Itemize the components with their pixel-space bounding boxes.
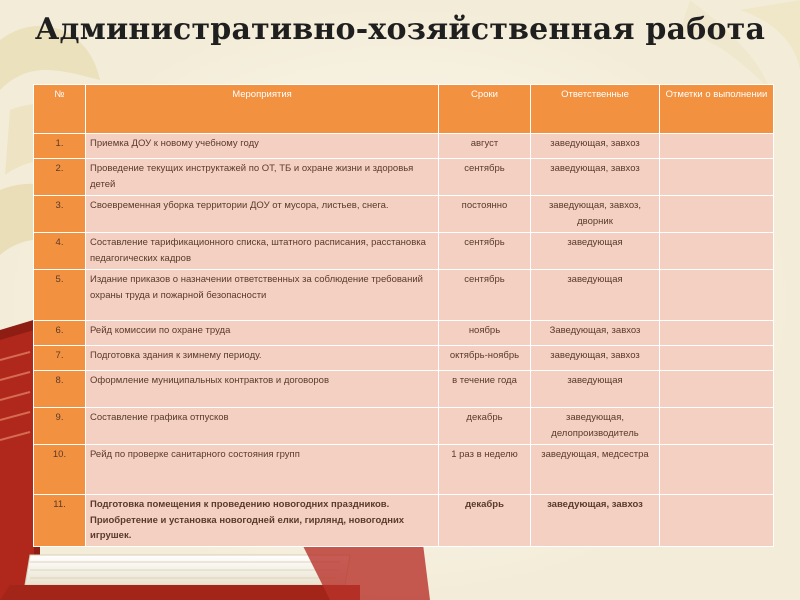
- row-event: Составление графика отпусков: [86, 408, 439, 445]
- row-number: 10.: [34, 445, 86, 495]
- row-number: 11.: [34, 495, 86, 547]
- row-event: Оформление муниципальных контрактов и договоров: [86, 371, 439, 408]
- row-number: 4.: [34, 233, 86, 270]
- table-row: [34, 408, 774, 445]
- row-responsible: заведующая, завхоз, дворник: [531, 196, 660, 233]
- row-term: ноябрь: [439, 321, 531, 346]
- row-responsible: заведующая, завхоз: [531, 495, 660, 547]
- table-row: [34, 159, 774, 196]
- row-event: Рейд по проверке санитарного состояния групп: [86, 445, 439, 495]
- row-event: Проведение текущих инструктажей по ОТ, ТБ и охране жизни и здоровья детей: [86, 159, 439, 196]
- row-completion-mark: [660, 346, 774, 371]
- work-plan-table: [33, 84, 774, 547]
- row-term: постоянно: [439, 196, 531, 233]
- row-event: Подготовка здания к зимнему периоду.: [86, 346, 439, 371]
- header-completion-mark: Отметки о выполнении: [660, 85, 774, 134]
- row-term: декабрь: [439, 408, 531, 445]
- table-header-row: [34, 85, 774, 134]
- table-row: [34, 371, 774, 408]
- table-row: [34, 233, 774, 270]
- row-event: Рейд комиссии по охране труда: [86, 321, 439, 346]
- row-completion-mark: [660, 159, 774, 196]
- row-number: 7.: [34, 346, 86, 371]
- row-responsible: заведующая, завхоз: [531, 134, 660, 159]
- header-event: Мероприятия: [86, 85, 439, 134]
- row-completion-mark: [660, 371, 774, 408]
- row-responsible: Заведующая, завхоз: [531, 321, 660, 346]
- row-term: 1 раз в неделю: [439, 445, 531, 495]
- row-number: 9.: [34, 408, 86, 445]
- row-completion-mark: [660, 134, 774, 159]
- header-responsible: Ответственные: [531, 85, 660, 134]
- table-row: [34, 445, 774, 495]
- row-responsible: заведующая, завхоз: [531, 346, 660, 371]
- row-completion-mark: [660, 408, 774, 445]
- row-event: Составление тарификационного списка, штатного расписания, расстановка педагогических кадров: [86, 233, 439, 270]
- row-term: в течение года: [439, 371, 531, 408]
- header-number: №: [34, 85, 86, 134]
- table-row: [34, 495, 774, 547]
- table-row: [34, 321, 774, 346]
- row-responsible: заведующая, завхоз: [531, 159, 660, 196]
- row-number: 1.: [34, 134, 86, 159]
- table-row: [34, 196, 774, 233]
- row-responsible: заведующая, делопроизводитель: [531, 408, 660, 445]
- row-completion-mark: [660, 445, 774, 495]
- row-event: Приемка ДОУ к новому учебному году: [86, 134, 439, 159]
- row-responsible: заведующая: [531, 270, 660, 321]
- row-term: сентябрь: [439, 270, 531, 321]
- row-number: 2.: [34, 159, 86, 196]
- row-responsible: заведующая: [531, 233, 660, 270]
- row-event: Подготовка помещения к проведению новогодних праздников. Приобретение и установка новогодней елки, гирлянд, новогодних игрушек.: [86, 495, 439, 547]
- row-term: октябрь-ноябрь: [439, 346, 531, 371]
- row-term: сентябрь: [439, 159, 531, 196]
- row-completion-mark: [660, 321, 774, 346]
- row-term: декабрь: [439, 495, 531, 547]
- page-title: Административно-хозяйственная работа: [34, 12, 766, 47]
- row-term: сентябрь: [439, 233, 531, 270]
- table-row: [34, 134, 774, 159]
- table-row: [34, 346, 774, 371]
- row-number: 3.: [34, 196, 86, 233]
- row-number: 5.: [34, 270, 86, 321]
- row-completion-mark: [660, 233, 774, 270]
- table-row: [34, 270, 774, 321]
- header-term: Сроки: [439, 85, 531, 134]
- row-responsible: заведующая, медсестра: [531, 445, 660, 495]
- row-number: 6.: [34, 321, 86, 346]
- row-term: август: [439, 134, 531, 159]
- row-number: 8.: [34, 371, 86, 408]
- row-completion-mark: [660, 495, 774, 547]
- row-responsible: заведующая: [531, 371, 660, 408]
- row-event: Своевременная уборка территории ДОУ от мусора, листьев, снега.: [86, 196, 439, 233]
- row-completion-mark: [660, 196, 774, 233]
- row-event: Издание приказов о назначении ответственных за соблюдение требований охраны труда и пожарной безопасности: [86, 270, 439, 321]
- row-completion-mark: [660, 270, 774, 321]
